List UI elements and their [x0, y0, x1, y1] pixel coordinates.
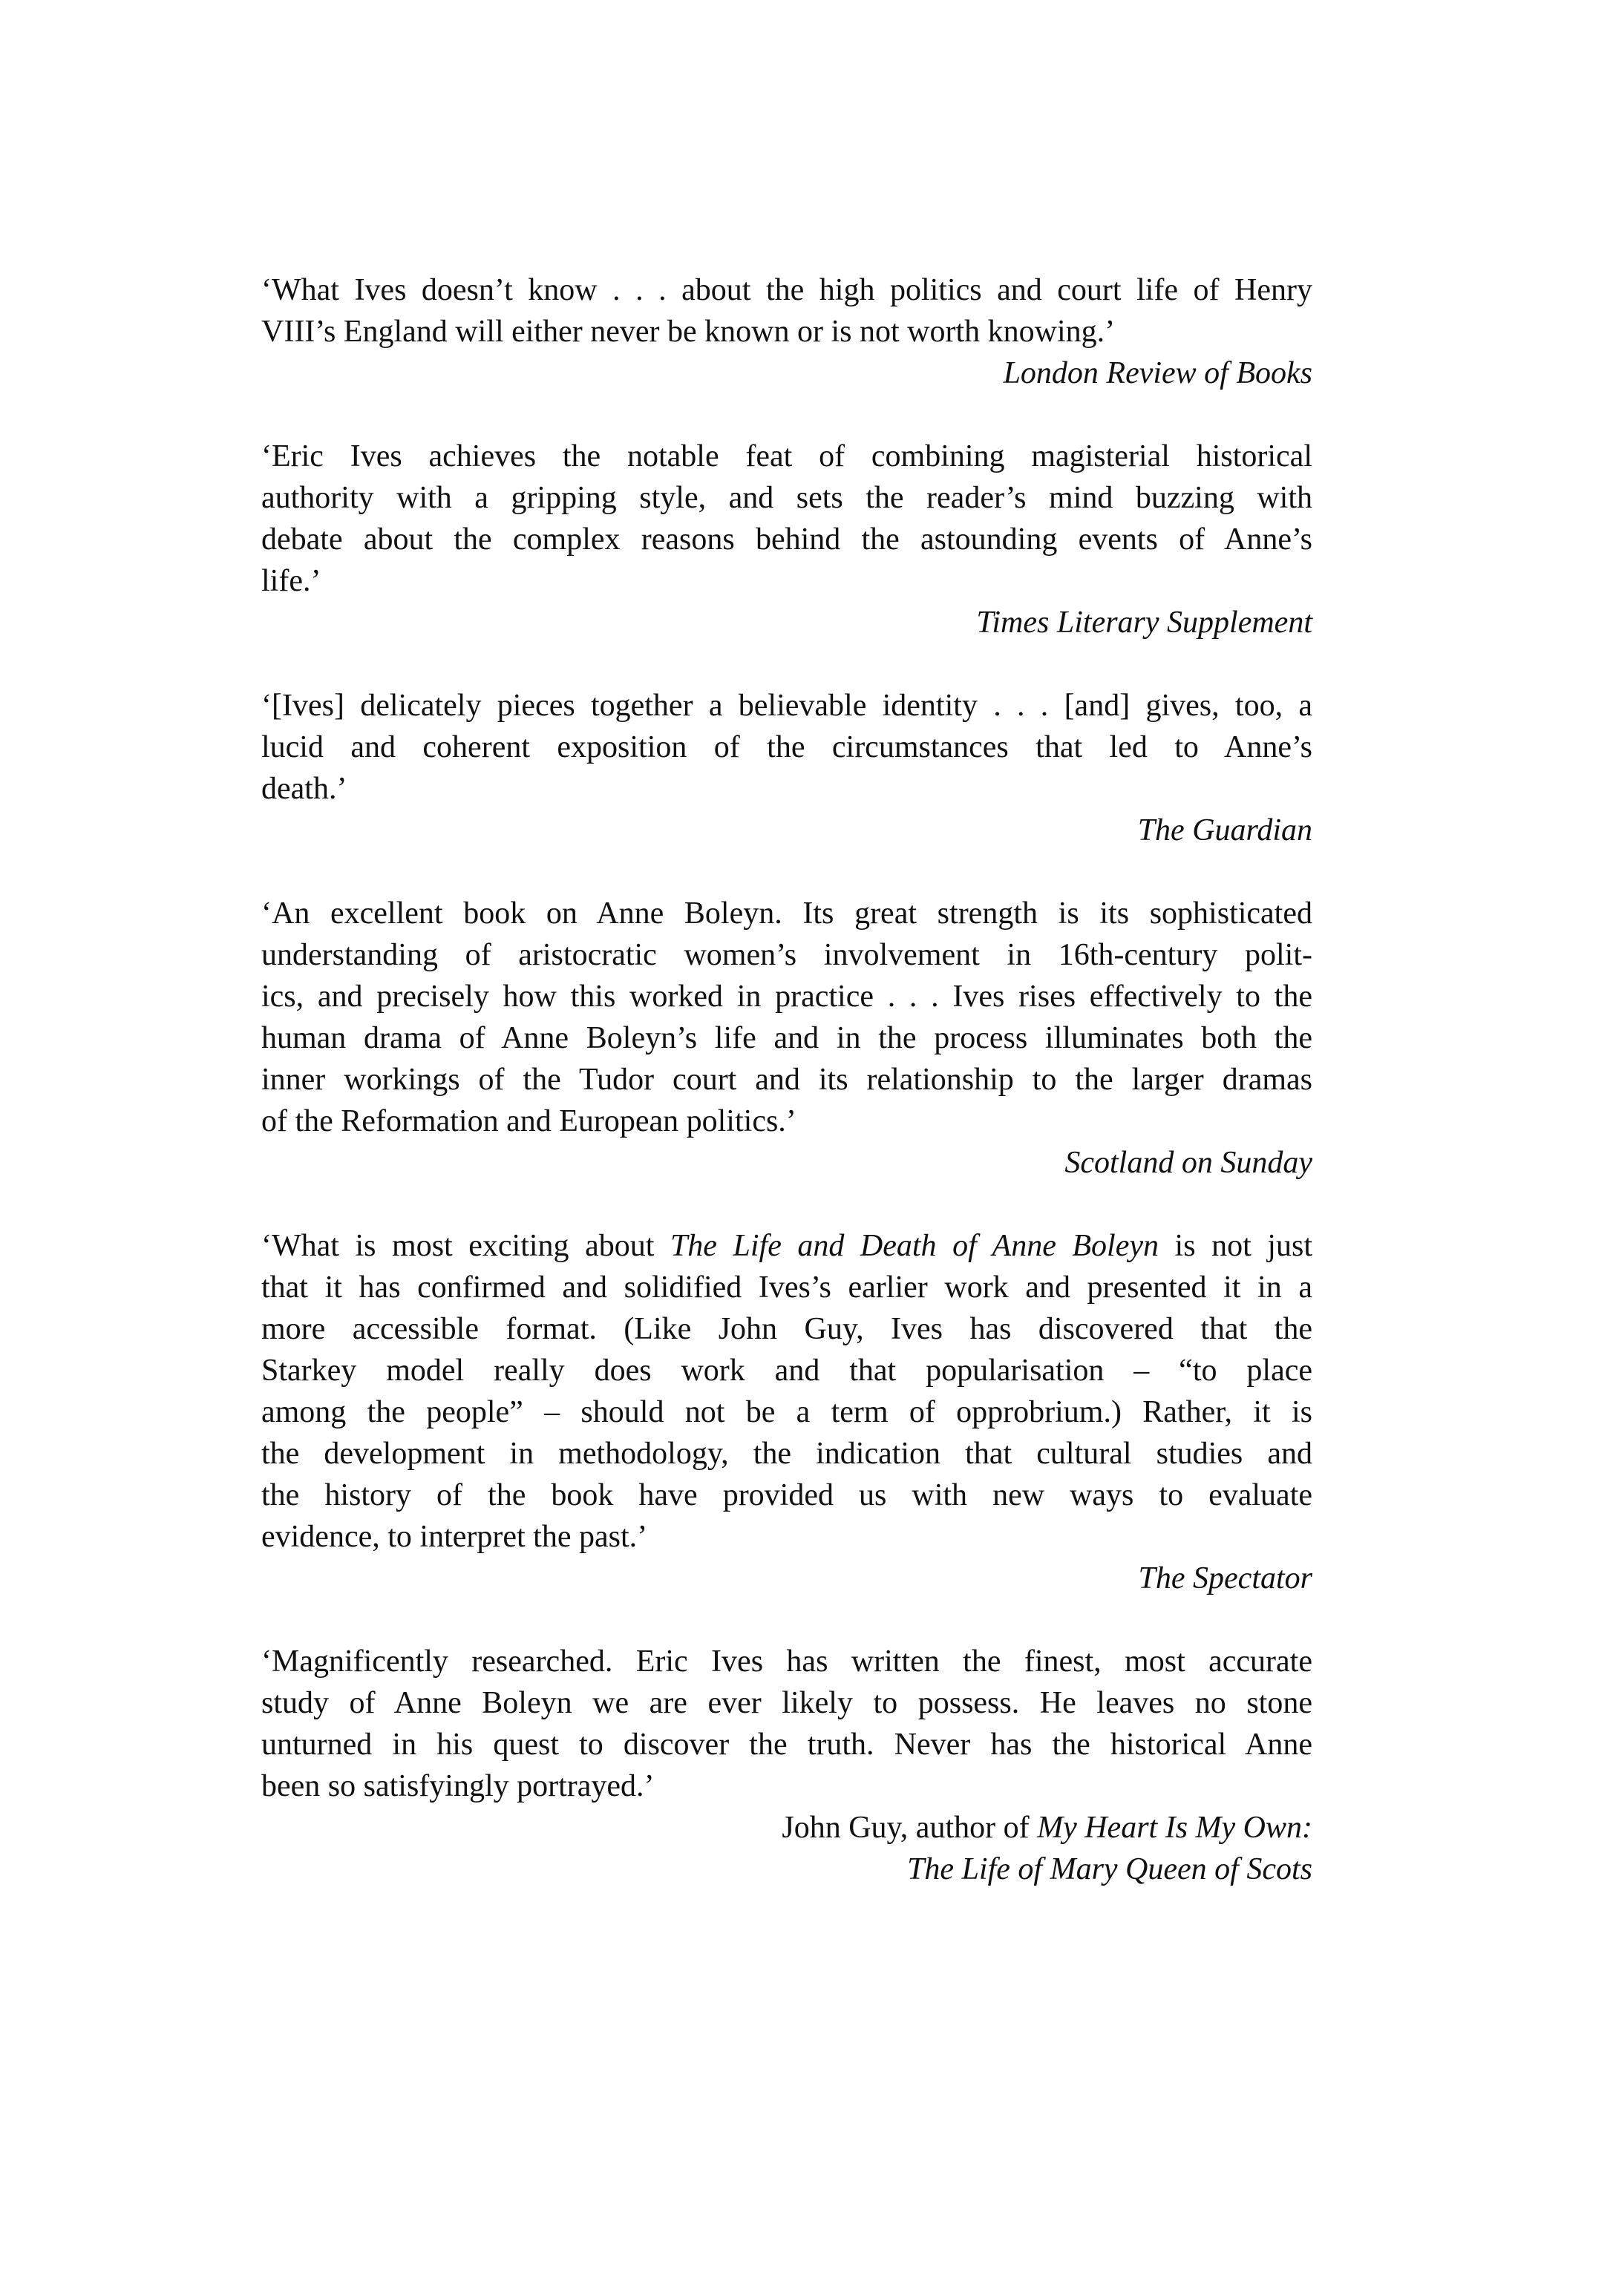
text-segment: been so satisfyingly portrayed.’ [261, 1769, 655, 1803]
text-segment: ‘Magnificently researched. Eric Ives has written the finest, most accurate [261, 1644, 1312, 1679]
italic-text: Times Literary Supplement [976, 606, 1312, 640]
quote-attribution [261, 352, 1312, 394]
quote-line [261, 477, 1312, 519]
text-segment: among the people” – should not be a term of opprobrium.) Rather, it is [261, 1395, 1312, 1429]
quote-line [261, 976, 1312, 1017]
text-segment: John Guy, author of [782, 1811, 1038, 1845]
quote-line [261, 436, 1312, 477]
review-quote [261, 436, 1312, 643]
quote-line [261, 1101, 1312, 1142]
text-segment: VIII’s England will either never be known or is not worth knowing.’ [261, 315, 1116, 349]
italic-text: The Life and Death of Anne Boleyn [670, 1229, 1159, 1263]
quote-line [261, 1516, 1312, 1558]
italic-text: The Life of Mary Queen of Scots [907, 1852, 1312, 1886]
quote-line [261, 1724, 1312, 1765]
text-segment: the history of the book have provided us with new ways to evaluate [261, 1478, 1312, 1512]
text-segment: ‘Eric Ives achieves the notable feat of combining magisterial historical [261, 439, 1312, 473]
text-segment: study of Anne Boleyn we are ever likely to possess. He leaves no stone [261, 1686, 1312, 1720]
quote-line [261, 1433, 1312, 1475]
review-quote [261, 269, 1312, 394]
quote-line [261, 269, 1312, 311]
text-segment: ‘What Ives doesn’t know . . . about the high politics and court life of Henry [261, 273, 1312, 307]
quote-line [261, 1225, 1312, 1267]
review-quote [261, 893, 1312, 1184]
text-segment: the development in methodology, the indication that cultural studies and [261, 1437, 1312, 1471]
quote-line [261, 1059, 1312, 1101]
text-segment: inner workings of the Tudor court and its relationship to the larger dramas [261, 1063, 1312, 1097]
text-segment: of the Reformation and European politics.’ [261, 1104, 796, 1138]
quote-attribution [261, 1849, 1312, 1890]
italic-text: My Heart Is My Own: [1037, 1811, 1312, 1845]
quote-line [261, 1641, 1312, 1682]
quote-line [261, 311, 1312, 352]
praise-page [261, 269, 1312, 1932]
quote-line [261, 1017, 1312, 1059]
text-segment: ‘An excellent book on Anne Boleyn. Its great strength is its sophisticated [261, 896, 1312, 931]
quote-line [261, 685, 1312, 726]
quote-line [261, 893, 1312, 934]
italic-text: The Guardian [1137, 813, 1312, 847]
quote-line [261, 1267, 1312, 1308]
review-quote [261, 1641, 1312, 1890]
italic-text: The Spectator [1138, 1561, 1312, 1595]
text-segment: more accessible format. (Like John Guy, Ives has discovered that the [261, 1312, 1312, 1346]
quote-line [261, 1391, 1312, 1433]
quote-attribution [261, 810, 1312, 851]
text-segment: death.’ [261, 772, 347, 806]
quote-line [261, 768, 1312, 810]
quote-attribution [261, 1142, 1312, 1184]
text-segment: lucid and coherent exposition of the circumstances that led to Anne’s [261, 730, 1312, 764]
text-segment: unturned in his quest to discover the truth. Never has the historical Anne [261, 1728, 1312, 1762]
text-segment: debate about the complex reasons behind the astounding events of Anne’s [261, 522, 1312, 557]
quote-line [261, 1765, 1312, 1807]
quote-line [261, 519, 1312, 560]
text-segment: is not just [1159, 1229, 1312, 1263]
quote-line [261, 1682, 1312, 1724]
quote-attribution [261, 602, 1312, 643]
quote-line [261, 934, 1312, 976]
review-quote [261, 1225, 1312, 1599]
italic-text: London Review of Books [1003, 356, 1312, 390]
text-segment: authority with a gripping style, and sets the reader’s mind buzzing with [261, 481, 1312, 515]
quote-attribution [261, 1807, 1312, 1849]
text-segment: life.’ [261, 564, 321, 598]
text-segment: human drama of Anne Boleyn’s life and in the process illuminates both the [261, 1021, 1312, 1055]
review-quote [261, 685, 1312, 851]
quote-line [261, 1350, 1312, 1391]
text-segment: Starkey model really does work and that popularisation – “to place [261, 1354, 1312, 1388]
text-segment: evidence, to interpret the past.’ [261, 1520, 648, 1554]
quote-line [261, 1475, 1312, 1516]
quote-line [261, 1308, 1312, 1350]
quote-line [261, 726, 1312, 768]
text-segment: understanding of aristocratic women’s involvement in 16th-century polit- [261, 938, 1312, 972]
italic-text: Scotland on Sunday [1064, 1146, 1312, 1180]
text-segment: ‘What is most exciting about [261, 1229, 670, 1263]
quote-attribution [261, 1558, 1312, 1599]
quote-line [261, 560, 1312, 602]
text-segment: ‘[Ives] delicately pieces together a believable identity . . . [and] gives, too, a [261, 689, 1312, 723]
text-segment: ics, and precisely how this worked in practice . . . Ives rises effectively to the [261, 980, 1312, 1014]
text-segment: that it has confirmed and solidified Ives’s earlier work and presented it in a [261, 1270, 1312, 1305]
